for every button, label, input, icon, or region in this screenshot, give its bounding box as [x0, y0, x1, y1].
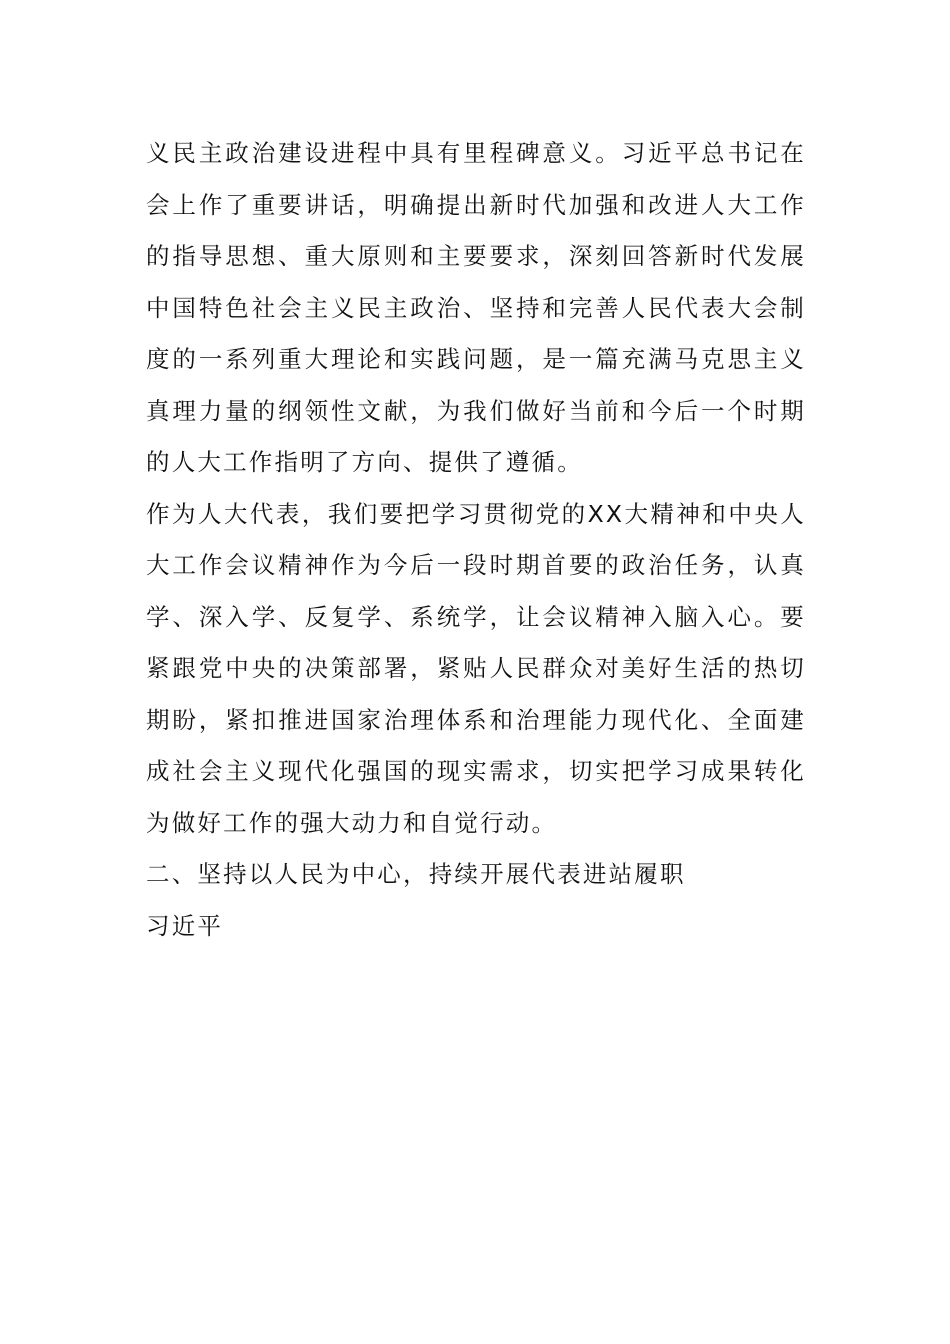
paragraph-line: 学、深入学、反复学、系统学，让会议精神入脑入心。要 [146, 602, 806, 631]
paragraph-line: 中国特色社会主义民主政治、坚持和完善人民代表大会制 [146, 293, 806, 322]
paragraph-line: 义民主政治建设进程中具有里程碑意义。习近平总书记在 [146, 139, 806, 167]
document-body [146, 128, 806, 952]
paragraph-line: 大工作会议精神作为今后一段时期首要的政治任务，认真 [146, 551, 806, 579]
paragraph-1 [146, 128, 806, 489]
paragraph-line: 度的一系列重大理论和实践问题，是一篇充满马克思主义 [146, 345, 806, 373]
paragraph-line: 作为人大代表，我们要把学习贯彻党的XX大精神和中央人 [146, 499, 806, 528]
trailing-text: 习近平 [146, 911, 224, 940]
paragraph-line: 为做好工作的强大动力和自觉行动。 [146, 808, 558, 837]
paragraph-line: 真理力量的纲领性文献，为我们做好当前和今后一个时期 [146, 396, 806, 425]
paragraph-line: 会上作了重要讲话，明确提出新时代加强和改进人大工作 [146, 190, 806, 219]
paragraph-line: 期盼，紧扣推进国家治理体系和治理能力现代化、全面建 [146, 705, 806, 734]
paragraph-line: 成社会主义现代化强国的现实需求，切实把学习成果转化 [146, 757, 806, 785]
paragraph-line: 紧跟党中央的决策部署，紧贴人民群众对美好生活的热切 [146, 654, 806, 682]
section-heading: 二、坚持以人民为中心，持续开展代表进站履职 [146, 860, 686, 888]
paragraph-line: 的人大工作指明了方向、提供了遵循。 [146, 448, 583, 476]
paragraph-2 [146, 489, 806, 850]
paragraph-line: 的指导思想、重大原则和主要要求，深刻回答新时代发展 [146, 242, 806, 270]
